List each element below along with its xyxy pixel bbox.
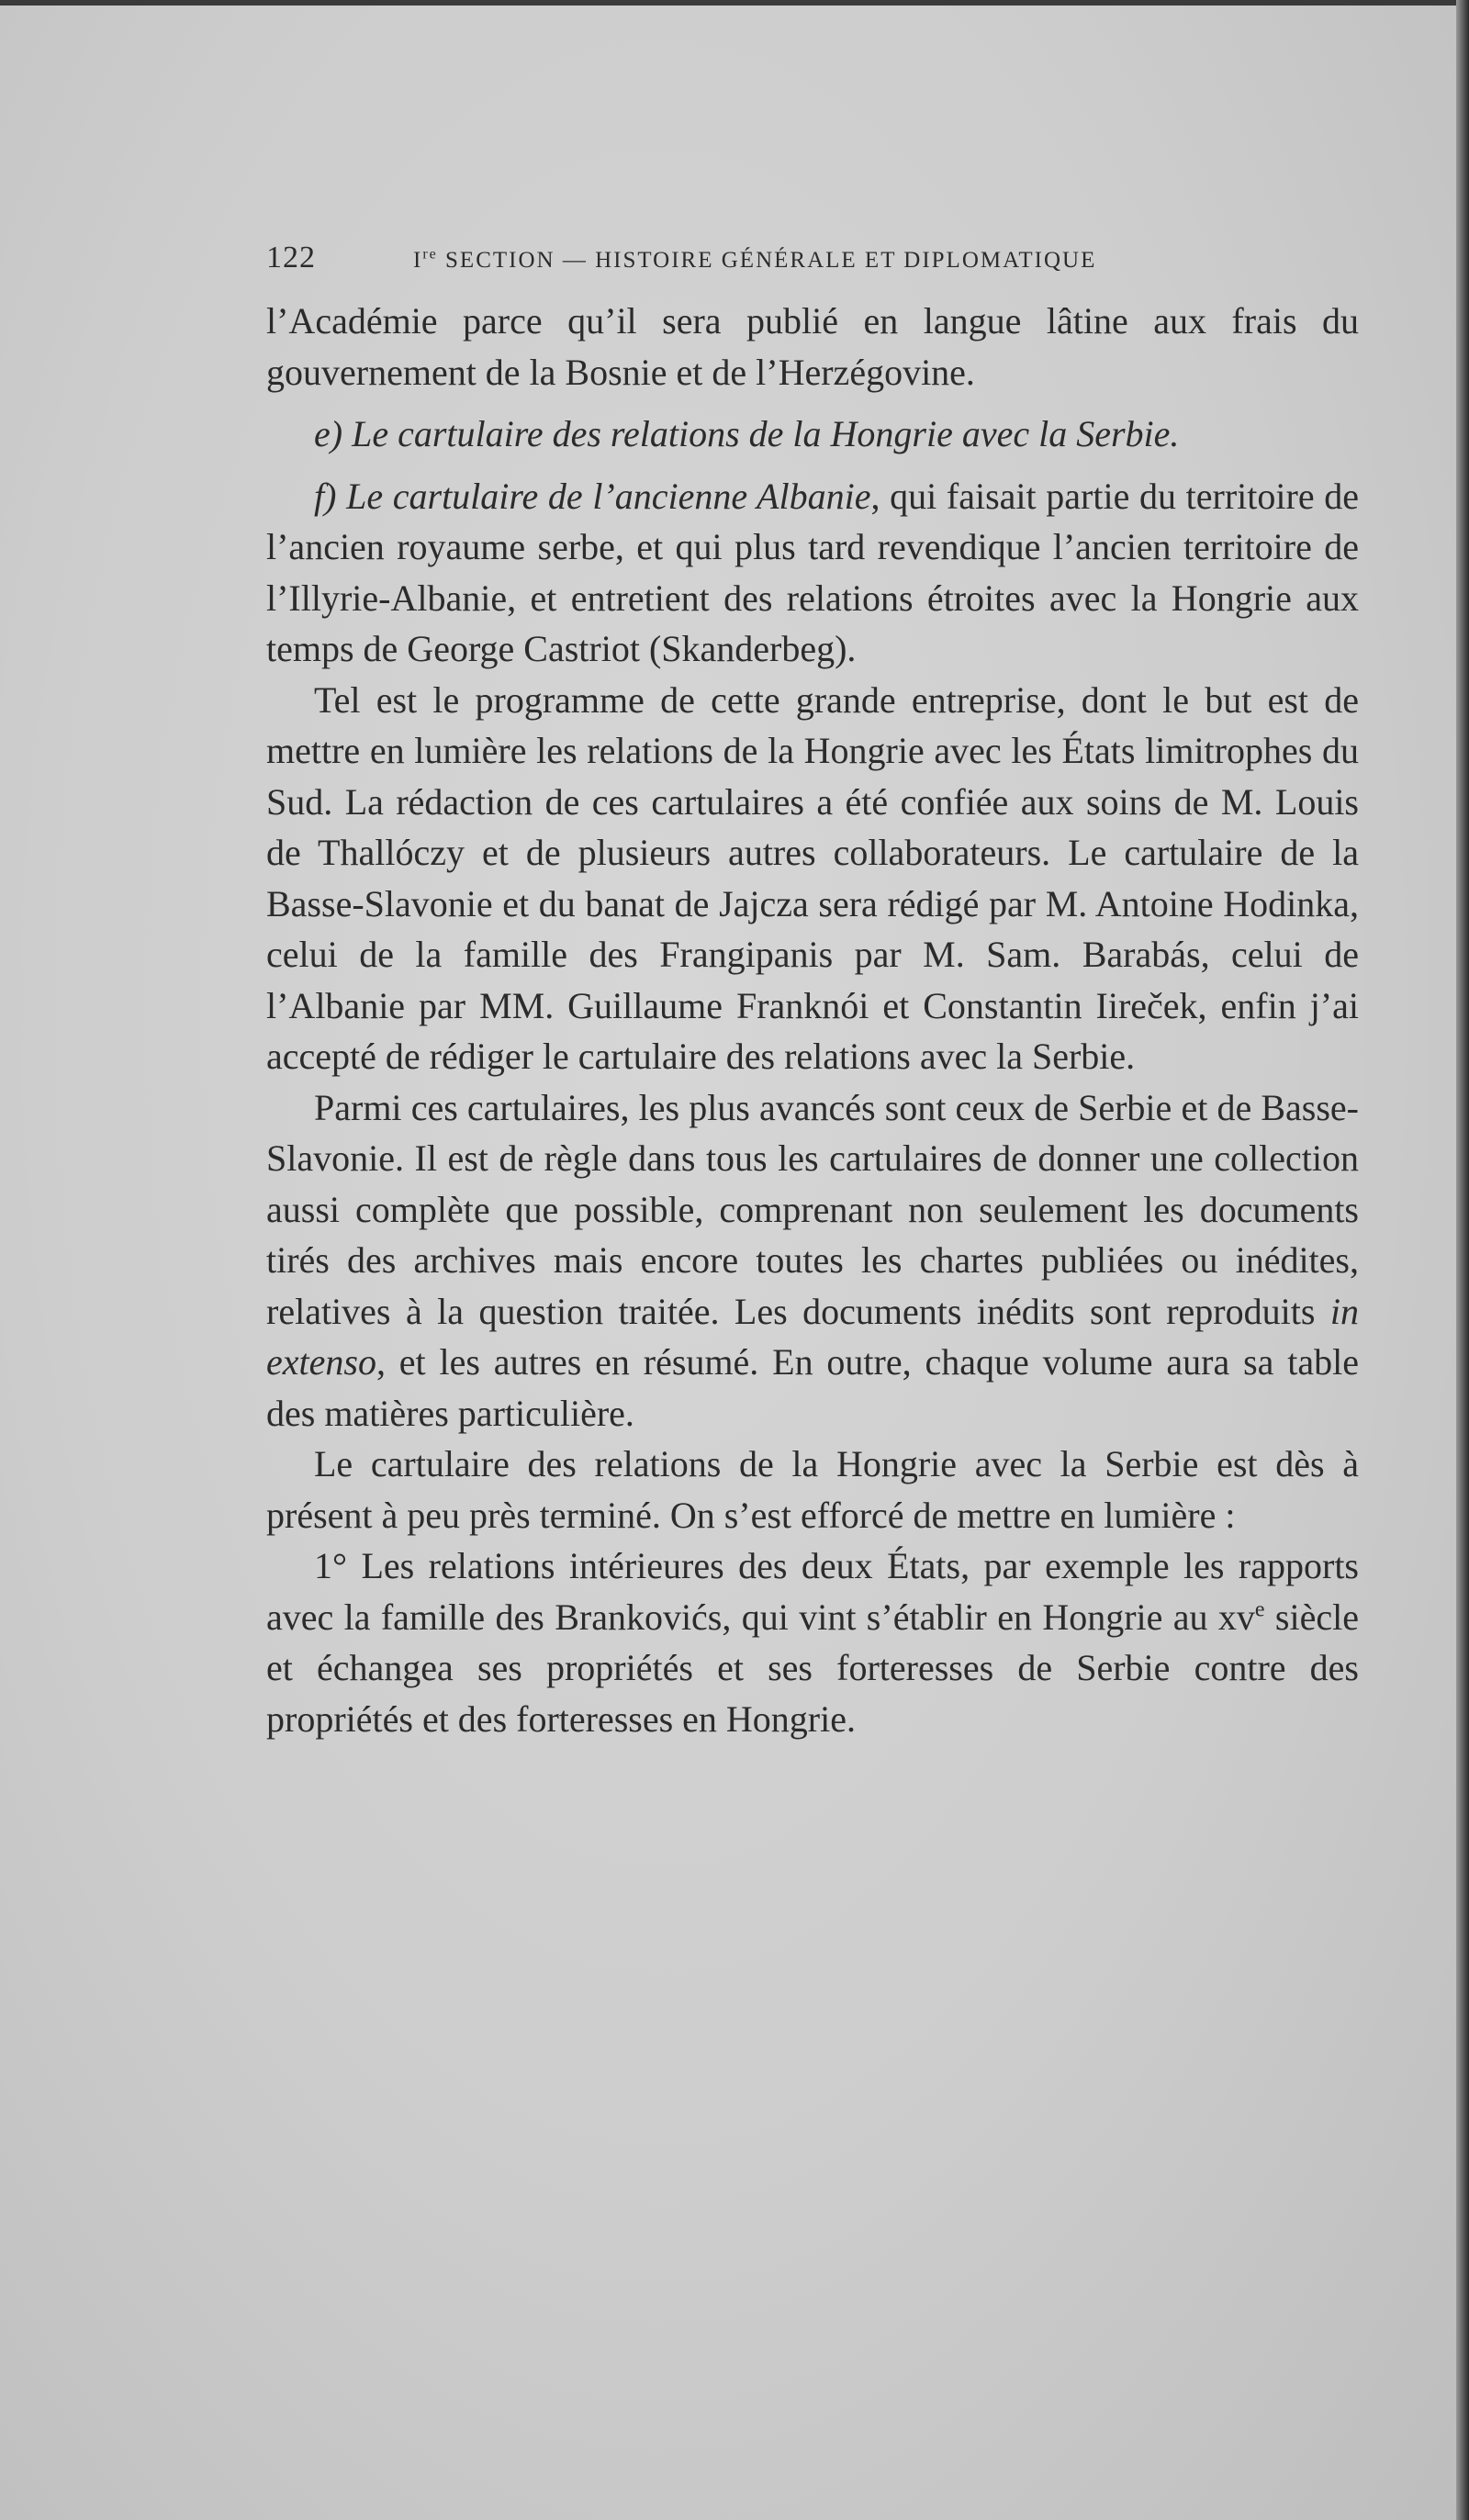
paragraph-point-1 xyxy=(266,1540,1359,1744)
paragraph-e-italic: e) Le cartulaire des relations de la Hongrie avec la Serbie. xyxy=(314,413,1180,454)
section-superscript: re xyxy=(422,246,438,263)
point-1-century: xv xyxy=(1217,1596,1255,1638)
point-1-number: 1° xyxy=(314,1545,347,1586)
paragraph-f-text: , qui faisait partie du territoire de l’ancien royaume serbe, et qui plus tard revendique l’ancien territoire de l’Illyrie-Albanie, et entretient des relations étroites avec la Hongrie aux temps de George Castriot (Skanderbeg). xyxy=(266,475,1360,669)
paragraph-program: Tel est le programme de cette grande entreprise, dont le but est de mettre en lumière les relations de la Hongrie avec les États limitrophes du Sud. La rédaction de ces cartulaires a été confiée aux soins de M. Louis de Thallóczy et de plusieurs autres collaborateurs. Le cartulaire de la Basse-Slavonie et du banat de Jajcza sera rédigé par M. Antoine Hodinka, celui de la famille des Frangipanis par M. Sam. Barabás, celui de l’Albanie par MM. Guillaume Franknói et Constantin Iireček, enfin j’ai accepté de rédiger le cartulaire des relations avec la Serbie. xyxy=(266,678,1359,1077)
section-title-text: SECTION — HISTOIRE GÉNÉRALE ET DIPLOMATIQUE xyxy=(437,248,1097,273)
point-1-before: Les relations intérieures des deux États, par exemple les rapports avec la famille des Brankovićs, qui vint s’établir en Hongrie au xyxy=(266,1545,1359,1638)
paragraph-cartulaires-italic: in extenso xyxy=(266,1290,1359,1383)
book-page xyxy=(266,241,1359,1744)
paragraph-e xyxy=(266,409,1359,460)
point-1-after: siècle et échangea ses propriétés et ses forteresses de Serbie contre des propriétés et des forteresses en Hongrie. xyxy=(266,1596,1359,1740)
paragraph-cartulaires-after: , et les autres en résumé. En outre, chaque volume aura sa table des matières particulière. xyxy=(266,1341,1359,1434)
paragraph-f xyxy=(266,471,1359,675)
paragraph-cartulaires xyxy=(266,1082,1359,1439)
scan-right-edge xyxy=(1456,0,1469,2520)
point-1-century-sup: e xyxy=(1254,1597,1265,1622)
section-prefix: I xyxy=(413,248,423,273)
section-title xyxy=(413,248,1096,274)
scan-top-edge xyxy=(0,0,1469,6)
paragraph-cartulaires-before: Parmi ces cartulaires, les plus avancés sont ceux de Serbie et de Basse-Slavonie. Il est de règle dans tous les cartulaires de donner une collection aussi complète que possible, comprenant non seulement les documents tirés des archives mais encore toutes les chartes publiées ou inédites, relatives à la question traitée. Les documents inédits sont reproduits xyxy=(266,1086,1359,1332)
paragraph-serbie: Le cartulaire des relations de la Hongrie avec la Serbie est dès à présent à peu près terminé. On s’est efforcé de mettre en lumière : xyxy=(266,1443,1359,1536)
page-number: 122 xyxy=(266,241,316,274)
paragraph-f-italic: f) Le cartulaire de l’ancienne Albanie xyxy=(314,475,871,517)
paragraph-1: l’Académie parce qu’il sera publié en langue lâtine aux frais du gouvernement de la Bosnie et de l’Herzégovine. xyxy=(266,300,1359,393)
running-head xyxy=(266,241,1359,275)
